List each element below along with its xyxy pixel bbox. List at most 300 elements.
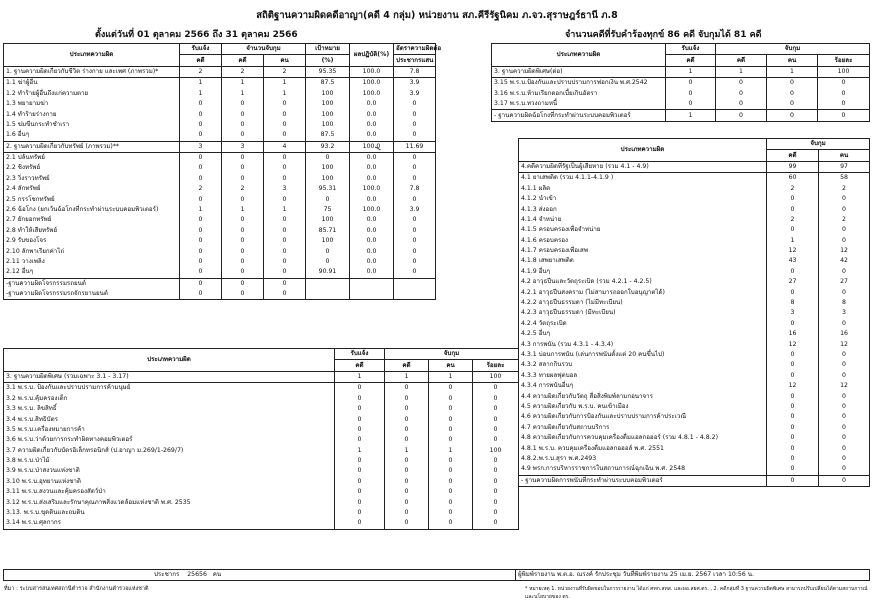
rate-per-100k: 0 bbox=[394, 246, 436, 256]
arrested-persons: 0 bbox=[264, 163, 306, 173]
target-pct: 87.5 bbox=[306, 130, 350, 141]
arrested-persons: 2 bbox=[264, 66, 306, 77]
reported-cases: 0 bbox=[180, 278, 222, 289]
offense-label: 4.5 ความผิดเกี่ยวกับ พ.ร.บ. คนเข้าเมือง bbox=[519, 402, 767, 412]
table-row bbox=[519, 308, 870, 318]
arrested-cases: 16 bbox=[767, 329, 819, 339]
arrest-percent: 0 bbox=[473, 404, 519, 414]
table-row bbox=[519, 433, 870, 443]
table-row bbox=[492, 99, 870, 110]
arrested-persons: 0 bbox=[767, 110, 818, 121]
table-row bbox=[4, 184, 436, 194]
table-row bbox=[4, 383, 519, 394]
arrested-cases: 1 bbox=[385, 446, 429, 456]
arrested-cases: 0 bbox=[716, 78, 767, 89]
table-row bbox=[519, 319, 870, 329]
arrested-persons: 42 bbox=[819, 256, 870, 266]
rate-per-100k: 0 bbox=[394, 257, 436, 267]
offense-label: 1.3 พยายามฆ่า bbox=[4, 99, 180, 109]
table-row bbox=[519, 215, 870, 225]
arrested-cases: 1 bbox=[222, 89, 264, 99]
offense-label: 2.9 รับของโจร bbox=[4, 236, 180, 246]
offense-label: 3.5 พ.ร.บ.เครื่องหมายการค้า bbox=[4, 425, 335, 435]
table-row bbox=[519, 443, 870, 453]
report-title: สถิติฐานความผิดคดีอาญา(คดี 4 กลุ่ม) หน่วยงาน สภ.คีรีรัฐนิคม ภ.จว.สุราษฎร์ธานี ภ.8 bbox=[256, 10, 618, 21]
header-persons: คน bbox=[264, 55, 306, 66]
summary-row bbox=[4, 371, 519, 382]
offense-label: 2.3 วิ่งราวทรัพย์ bbox=[4, 174, 180, 184]
table-row bbox=[4, 508, 519, 518]
table-row bbox=[4, 226, 436, 236]
table-row bbox=[4, 394, 519, 404]
target-pct: 87.5 bbox=[306, 78, 350, 89]
offense-label: 3.11 พ.ร.บ.สงวนและคุ้มครองสัตว์ป่า bbox=[4, 487, 335, 497]
arrested-cases: 60 bbox=[767, 173, 819, 184]
result-pct: 100.0 bbox=[350, 141, 394, 152]
arrested-persons: 0 bbox=[429, 497, 473, 507]
table-row bbox=[4, 414, 519, 424]
reported-cases: 0 bbox=[180, 236, 222, 246]
arrested-persons: 0 bbox=[264, 120, 306, 130]
arrest-percent: 0 bbox=[473, 435, 519, 445]
offense-label: 3.4 พ.ร.บ.สิทธิบัตร bbox=[4, 414, 335, 424]
reported-cases: 0 bbox=[180, 246, 222, 256]
table-row bbox=[492, 78, 870, 89]
arrested-cases: 2 bbox=[767, 184, 819, 194]
header-reported: รับแจ้ง bbox=[666, 44, 716, 55]
reported-cases: 2 bbox=[180, 66, 222, 77]
arrest-percent: 0 bbox=[473, 508, 519, 518]
header-cases: คดี bbox=[335, 360, 385, 371]
table-row bbox=[4, 120, 436, 130]
arrested-cases: 43 bbox=[767, 256, 819, 266]
offense-label: 3.3 พ.ร.บ. ลิขสิทธิ์ bbox=[4, 404, 335, 414]
offense-label: 1. ฐานความผิดเกี่ยวกับชีวิต ร่างกาย และเพศ (ภาพรวม)* bbox=[4, 66, 180, 77]
arrested-persons: 0 bbox=[264, 278, 306, 289]
arrested-persons: 97 bbox=[819, 161, 870, 172]
reported-cases: 0 bbox=[180, 257, 222, 267]
table-row bbox=[4, 466, 519, 476]
offense-label: 3.16 พ.ร.บ.ห้ามเรียกดอกเบี้ยเกินอัตรา bbox=[492, 89, 666, 99]
target-pct: 93.2 bbox=[306, 141, 350, 152]
arrested-persons: 2 bbox=[819, 184, 870, 194]
arrested-persons: 0 bbox=[429, 466, 473, 476]
header-percent: ร้อยละ bbox=[818, 55, 870, 66]
offense-label: 3.17 พ.ร.บ.ทวงถามหนี้ bbox=[492, 99, 666, 110]
target-pct: 100 bbox=[306, 163, 350, 173]
arrested-persons: 0 bbox=[819, 319, 870, 329]
header-target: เป้าหมาย bbox=[306, 44, 350, 55]
table-row bbox=[519, 423, 870, 433]
target-pct: 0 bbox=[306, 257, 350, 267]
arrested-persons: 8 bbox=[819, 298, 870, 308]
table-row bbox=[4, 289, 436, 300]
result-pct bbox=[350, 289, 394, 300]
offense-label: 4.6 ความผิดเกี่ยวกับการป้องกันและปราบปรามการค้าประเวณี bbox=[519, 412, 767, 422]
table-row bbox=[519, 454, 870, 464]
reported-cases: 0 bbox=[335, 508, 385, 518]
arrested-cases: 1 bbox=[222, 205, 264, 215]
arrested-persons: 0 bbox=[819, 402, 870, 412]
offense-label: 3.2 พ.ร.บ.คุ้มครองเด็ก bbox=[4, 394, 335, 404]
offense-label: 2.11 วางเพลิง bbox=[4, 257, 180, 267]
table-row bbox=[519, 412, 870, 422]
reported-cases: 0 bbox=[335, 414, 385, 424]
header-arrested: จับกุม bbox=[385, 349, 519, 360]
result-pct: 0.0 bbox=[350, 226, 394, 236]
special-offense-table bbox=[3, 348, 519, 530]
table-row bbox=[4, 109, 436, 119]
arrested-persons: 0 bbox=[264, 267, 306, 278]
arrested-cases: 0 bbox=[767, 287, 819, 297]
arrested-cases: 3 bbox=[222, 141, 264, 152]
arrested-persons: 1 bbox=[429, 446, 473, 456]
arrest-percent: 0 bbox=[818, 89, 870, 99]
result-pct: 100.0 bbox=[350, 205, 394, 215]
reported-cases: 0 bbox=[180, 194, 222, 204]
crime-group-1-2-table bbox=[3, 43, 442, 300]
arrested-cases: 0 bbox=[767, 412, 819, 422]
arrested-persons: 0 bbox=[429, 435, 473, 445]
header-persons: คน bbox=[429, 360, 473, 371]
result-pct: 0.0 bbox=[350, 99, 394, 109]
reported-cases: 0 bbox=[335, 466, 385, 476]
table-row bbox=[519, 256, 870, 266]
header-reported: รับแจ้ง bbox=[335, 349, 385, 360]
arrested-cases: 0 bbox=[767, 433, 819, 443]
arrested-cases: 0 bbox=[222, 120, 264, 130]
arrested-persons: 0 bbox=[767, 78, 818, 89]
state-victim-table bbox=[518, 138, 870, 487]
rate-per-100k: 0 bbox=[394, 267, 436, 278]
table-row bbox=[519, 173, 870, 184]
summary-row bbox=[492, 110, 870, 121]
offense-label: -ฐานความผิดโจรกรรมรถยนต์ bbox=[4, 278, 180, 289]
arrested-persons: 0 bbox=[264, 246, 306, 256]
offense-label: 3.13. พ.ร.บ.ขุดดินและถมดิน bbox=[4, 508, 335, 518]
arrest-percent: 100 bbox=[473, 446, 519, 456]
arrested-cases: 0 bbox=[716, 110, 767, 121]
target-pct: 100 bbox=[306, 120, 350, 130]
arrested-persons: 12 bbox=[819, 339, 870, 349]
reported-cases: 0 bbox=[335, 477, 385, 487]
reported-cases: 0 bbox=[180, 109, 222, 119]
reported-cases: 0 bbox=[666, 78, 716, 89]
arrested-cases: 0 bbox=[222, 257, 264, 267]
result-pct: 0.0 bbox=[350, 236, 394, 246]
arrested-persons: 0 bbox=[819, 287, 870, 297]
arrested-cases: 1 bbox=[716, 66, 767, 77]
arrested-cases: 0 bbox=[385, 383, 429, 394]
table-row bbox=[519, 225, 870, 235]
table-row bbox=[519, 287, 870, 297]
rate-per-100k: 0 bbox=[394, 130, 436, 141]
arrest-percent: 0 bbox=[473, 414, 519, 424]
data-source: ที่มา : ระบบสารสนเทศสถานีตำรวจ สำนักงานตำรวจแห่งชาติ bbox=[4, 586, 149, 592]
special-offense-continued-table bbox=[491, 43, 870, 122]
target-pct: 75 bbox=[306, 205, 350, 215]
reported-cases: 0 bbox=[180, 130, 222, 141]
table-row bbox=[4, 236, 436, 246]
arrested-cases: 0 bbox=[222, 267, 264, 278]
result-pct: 0.0 bbox=[350, 152, 394, 163]
offense-label: 4.1.4 จำหน่าย bbox=[519, 215, 767, 225]
arrested-persons: 27 bbox=[819, 277, 870, 287]
arrest-percent: 0 bbox=[473, 518, 519, 529]
header-arrested: จับกุม bbox=[716, 44, 870, 55]
report-period: ตั้งแต่วันที่ 01 ตุลาคม 2566 ถึง 31 ตุลาคม 2566 bbox=[95, 30, 298, 40]
rate-per-100k: 7.8 bbox=[394, 66, 436, 77]
arrested-cases: 0 bbox=[767, 360, 819, 370]
rate-per-100k: 0 bbox=[394, 174, 436, 184]
table-row bbox=[4, 435, 519, 445]
table-row bbox=[4, 205, 436, 215]
result-pct: 100.0 bbox=[350, 184, 394, 194]
result-pct: 0.0 bbox=[350, 257, 394, 267]
offense-label: 4.4 ความผิดเกี่ยวกับวัตถุ สื่อสิ่งพิมพ์ลามกอนาจาร bbox=[519, 391, 767, 401]
arrested-persons: 0 bbox=[819, 443, 870, 453]
target-pct: 95.35 bbox=[306, 66, 350, 77]
result-pct: 100.0 bbox=[350, 89, 394, 99]
reported-cases: 0 bbox=[180, 215, 222, 225]
arrested-persons: 4 bbox=[264, 141, 306, 152]
summary-row bbox=[4, 141, 436, 152]
result-pct: 0.0 bbox=[350, 194, 394, 204]
arrested-persons: 2 bbox=[819, 215, 870, 225]
reported-cases: 0 bbox=[335, 383, 385, 394]
arrested-persons: 0 bbox=[819, 412, 870, 422]
rate-per-100k: 0 bbox=[394, 236, 436, 246]
footnote: * หมายเหตุ 1. หน่วยงานที่รับผิดชอบในการรายงาน ได้แก่ ศทก.สทส. และผอ.สยศ.ตร. , 2. คดีกลุ่มที่ 3 ฐานความผิดพิเศษ สามารถปรับเปลี่ยนได้ตามสถานการณ์และนโยบายของ ตร. bbox=[525, 586, 868, 600]
offense-label: 3.15 พ.ร.บ.ป้องกันและปราบปรามการฟอกเงิน พ.ศ.2542 bbox=[492, 78, 666, 89]
offense-label: 2.12 อื่นๆ bbox=[4, 267, 180, 278]
offense-label: 4.1.2 นำเข้า bbox=[519, 194, 767, 204]
arrested-persons: 0 bbox=[264, 99, 306, 109]
arrested-cases: 12 bbox=[767, 246, 819, 256]
arrested-persons: 0 bbox=[429, 487, 473, 497]
arrested-persons: 12 bbox=[819, 381, 870, 391]
header-row bbox=[492, 44, 870, 55]
reported-cases: 0 bbox=[666, 99, 716, 110]
arrested-persons: 0 bbox=[819, 267, 870, 277]
offense-label: 4.1.8 เสพยาเสพติด bbox=[519, 256, 767, 266]
result-pct: 0.0 bbox=[350, 130, 394, 141]
result-pct: 0.0 bbox=[350, 267, 394, 278]
rate-per-100k: 0 bbox=[394, 215, 436, 225]
arrested-cases: 0 bbox=[385, 497, 429, 507]
arrested-cases: 0 bbox=[222, 109, 264, 119]
header-row bbox=[4, 44, 436, 55]
table-row bbox=[4, 497, 519, 507]
result-pct: 0.0 bbox=[350, 120, 394, 130]
offense-label: 4.คดีความผิดที่รัฐเป็นผู้เสียหาย (รวม 4.1 - 4.9) bbox=[519, 161, 767, 172]
target-pct: 100 bbox=[306, 236, 350, 246]
arrested-persons: 0 bbox=[429, 425, 473, 435]
offense-label: - ฐานความผิดฉ้อโกงที่กระทำผ่านระบบคอมพิวเตอร์ bbox=[492, 110, 666, 121]
offense-label: 4.9 พรก.การบริหารราชการในสถานการณ์ฉุกเฉิน พ.ศ. 2548 bbox=[519, 464, 767, 475]
header-rate-2: ประชากรแสน bbox=[394, 55, 436, 66]
table-row bbox=[519, 246, 870, 256]
arrested-cases: 0 bbox=[222, 194, 264, 204]
reported-cases: 0 bbox=[335, 518, 385, 529]
offense-label: 3.10 พ.ร.บ.อุทยานแห่งชาติ bbox=[4, 477, 335, 487]
arrested-persons: 1 bbox=[767, 66, 818, 77]
arrested-cases: 0 bbox=[767, 371, 819, 381]
table-row bbox=[4, 257, 436, 267]
table-row bbox=[519, 464, 870, 475]
target-pct: 0 bbox=[306, 194, 350, 204]
reported-cases: 0 bbox=[335, 497, 385, 507]
header-cases: คดี bbox=[716, 55, 767, 66]
reported-cases: 1 bbox=[180, 89, 222, 99]
arrested-cases: 2 bbox=[222, 184, 264, 194]
table-row bbox=[4, 215, 436, 225]
table-row bbox=[4, 425, 519, 435]
reported-cases: 1 bbox=[335, 371, 385, 382]
arrested-cases: 0 bbox=[222, 215, 264, 225]
arrested-cases: 0 bbox=[385, 508, 429, 518]
arrested-persons: 0 bbox=[429, 477, 473, 487]
header-rate: อัตราความผิดต่อ bbox=[394, 44, 436, 55]
arrested-persons: 0 bbox=[264, 215, 306, 225]
offense-label: 4.1.9 อื่นๆ bbox=[519, 267, 767, 277]
arrest-percent: 0 bbox=[818, 110, 870, 121]
offense-label: 2.4 ลักทรัพย์ bbox=[4, 184, 180, 194]
arrested-persons: 0 bbox=[429, 383, 473, 394]
target-pct: 90.91 bbox=[306, 267, 350, 278]
arrested-persons: 12 bbox=[819, 246, 870, 256]
arrested-persons: 0 bbox=[264, 109, 306, 119]
reported-cases: 0 bbox=[335, 425, 385, 435]
offense-label: 4.2.4 วัตถุระเบิด bbox=[519, 319, 767, 329]
table-row bbox=[492, 89, 870, 99]
reported-cases: 0 bbox=[180, 174, 222, 184]
header-cases: คดี bbox=[222, 55, 264, 66]
arrest-percent: 100 bbox=[473, 371, 519, 382]
arrested-cases: 1 bbox=[767, 236, 819, 246]
target-pct bbox=[306, 278, 350, 289]
offense-label: 3.9 พ.ร.บ.ป่าสงวนแห่งชาติ bbox=[4, 466, 335, 476]
rate-per-100k: 0 bbox=[394, 226, 436, 236]
reported-cases: 1 bbox=[180, 78, 222, 89]
table-row bbox=[519, 339, 870, 349]
arrested-cases: 0 bbox=[385, 466, 429, 476]
reported-cases: 0 bbox=[335, 456, 385, 466]
target-pct: 85.71 bbox=[306, 226, 350, 236]
arrested-cases: 0 bbox=[222, 163, 264, 173]
arrested-persons: 0 bbox=[819, 454, 870, 464]
offense-label: 3.7 ความผิดเกี่ยวกับบัตรอิเล็กทรอนิกส์ (ป.อาญา ม.269/1-269/7) bbox=[4, 446, 335, 456]
rate-per-100k: 0 bbox=[394, 99, 436, 109]
arrested-cases: 0 bbox=[385, 414, 429, 424]
table-row bbox=[4, 477, 519, 487]
reported-cases: 1 bbox=[666, 110, 716, 121]
table-row bbox=[4, 130, 436, 141]
target-pct: 100 bbox=[306, 215, 350, 225]
result-pct: 100.0 bbox=[350, 66, 394, 77]
rate-per-100k: 0 bbox=[394, 120, 436, 130]
offense-label: 3.8 พ.ร.บ.ป่าไม้ bbox=[4, 456, 335, 466]
summary-row bbox=[492, 66, 870, 77]
arrested-persons: 0 bbox=[264, 130, 306, 141]
arrested-persons: 0 bbox=[819, 204, 870, 214]
arrested-persons: 0 bbox=[819, 433, 870, 443]
header-pct: (%) bbox=[306, 55, 350, 66]
offense-label: 4.2.5 อื่นๆ bbox=[519, 329, 767, 339]
arrested-persons: 3 bbox=[819, 308, 870, 318]
arrested-cases: 0 bbox=[385, 425, 429, 435]
reported-cases: 3 bbox=[180, 141, 222, 152]
offense-label: 3.14 พ.ร.บ.ศุลกากร bbox=[4, 518, 335, 529]
offense-label: 1.5 ข่มขืนกระทำชำเรา bbox=[4, 120, 180, 130]
table-row bbox=[4, 163, 436, 173]
arrested-persons: 0 bbox=[819, 464, 870, 475]
arrested-cases: 0 bbox=[767, 225, 819, 235]
offense-label: 4.1.5 ครอบครองเพื่อจำหน่าย bbox=[519, 225, 767, 235]
reported-cases: 0 bbox=[180, 120, 222, 130]
arrested-persons: 16 bbox=[819, 329, 870, 339]
result-pct bbox=[350, 278, 394, 289]
rate-per-100k: 0 bbox=[394, 163, 436, 173]
rate-per-100k: 0 bbox=[394, 109, 436, 119]
reported-cases: 1 bbox=[666, 66, 716, 77]
offense-label: 2.7 ยักยอกทรัพย์ bbox=[4, 215, 180, 225]
arrested-cases: 12 bbox=[767, 339, 819, 349]
arrested-persons: 1 bbox=[264, 78, 306, 89]
arrested-cases: 0 bbox=[385, 477, 429, 487]
arrested-cases: 0 bbox=[385, 487, 429, 497]
table-row bbox=[4, 78, 436, 89]
header-persons: คน bbox=[767, 55, 818, 66]
population-unit: คน bbox=[212, 571, 222, 579]
arrested-persons: 0 bbox=[429, 518, 473, 529]
offense-label: 4.8.2.พ.ร.บ.สุรา พ.ศ.2493 bbox=[519, 454, 767, 464]
arrested-cases: 0 bbox=[385, 456, 429, 466]
offense-label: 4.3.1 บ่อนการพนัน (เล่นการพนันตั้งแต่ 20 คนขึ้นไป) bbox=[519, 350, 767, 360]
arrested-persons: 0 bbox=[264, 289, 306, 300]
header-row bbox=[519, 139, 870, 150]
arrest-percent: 100 bbox=[818, 66, 870, 77]
offense-label: 2.5 กรรโชกทรัพย์ bbox=[4, 194, 180, 204]
result-pct: 0.0 bbox=[350, 246, 394, 256]
rate-per-100k: 3.9 bbox=[394, 78, 436, 89]
table-row bbox=[4, 152, 436, 163]
arrest-percent: 0 bbox=[473, 466, 519, 476]
offense-label: 4.7 ความผิดเกี่ยวกับสถานบริการ bbox=[519, 423, 767, 433]
arrested-cases: 0 bbox=[767, 194, 819, 204]
table-row bbox=[4, 99, 436, 109]
rate-per-100k: 7.8 bbox=[394, 184, 436, 194]
table-row bbox=[519, 204, 870, 214]
arrested-persons: 0 bbox=[429, 508, 473, 518]
offense-label: 4.3 การพนัน (รวม 4.3.1 - 4.3.4) bbox=[519, 339, 767, 349]
arrested-cases: 0 bbox=[767, 464, 819, 475]
header-type: ประเภทความผิด bbox=[492, 44, 666, 67]
arrested-persons: 0 bbox=[264, 194, 306, 204]
arrested-persons: 0 bbox=[264, 257, 306, 267]
offense-label: 4.2.2 อาวุธปืนธรรมดา (ไม่มีทะเบียน) bbox=[519, 298, 767, 308]
arrested-cases: 0 bbox=[222, 246, 264, 256]
table-row bbox=[519, 391, 870, 401]
arrested-persons: 1 bbox=[429, 371, 473, 382]
header-type: ประเภทความผิด bbox=[519, 139, 767, 162]
reported-cases: 1 bbox=[335, 446, 385, 456]
header-cases: คดี bbox=[767, 150, 819, 161]
offense-label: 3.6 พ.ร.บ.ว่าด้วยการกระทำผิดทางคอมพิวเตอร์ bbox=[4, 435, 335, 445]
reported-cases: 0 bbox=[335, 435, 385, 445]
header-type: ประเภทความผิด bbox=[4, 44, 180, 67]
target-pct bbox=[306, 289, 350, 300]
